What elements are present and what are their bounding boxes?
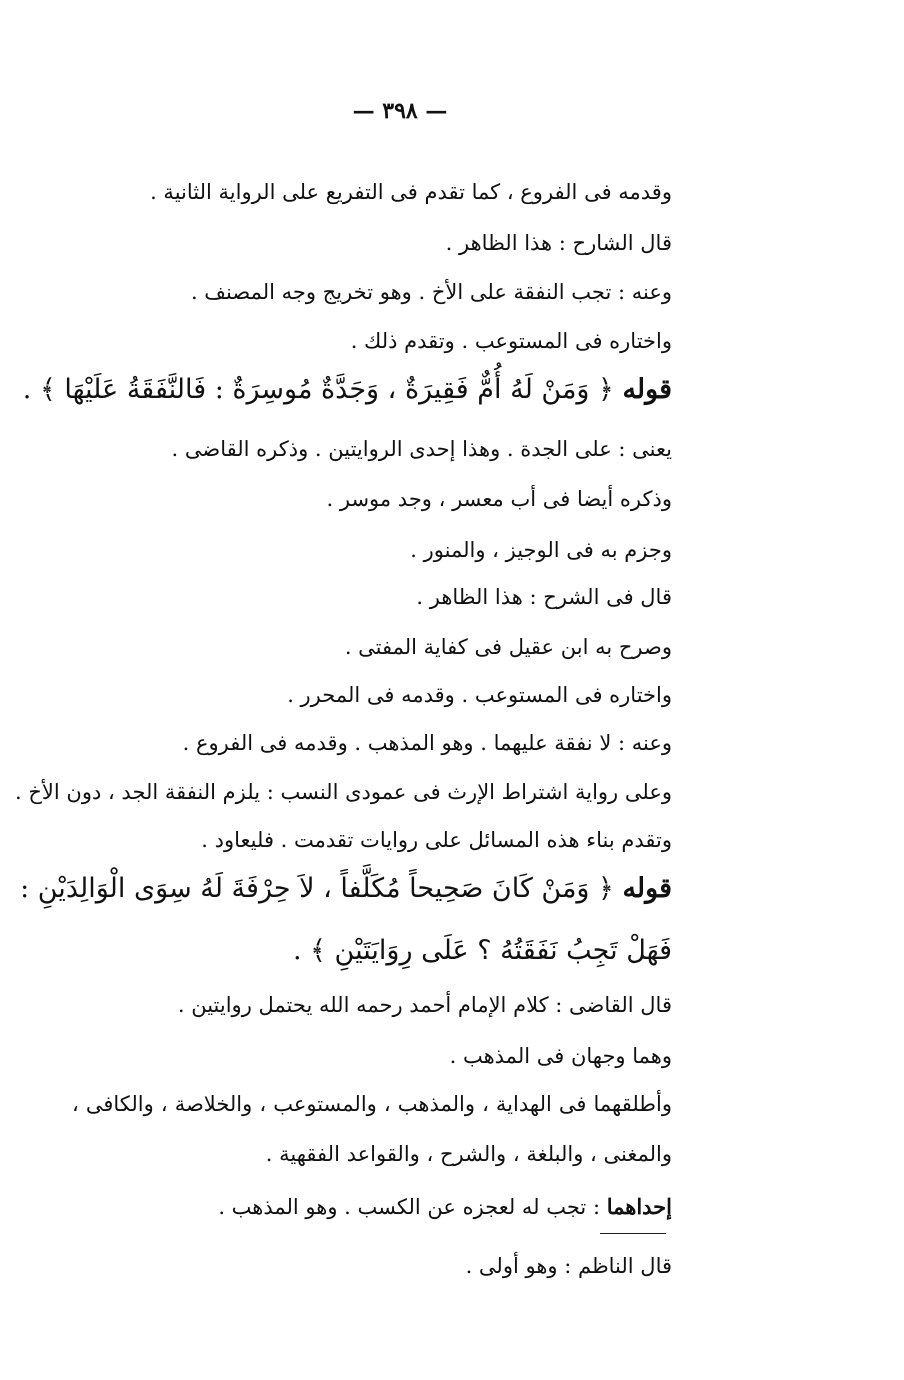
text-line: واختاره فى المستوعب . وقدمه فى المحرر .: [287, 683, 672, 707]
text-line: قال الناظم : وهو أولى .: [465, 1254, 672, 1278]
term-text: : تجب له لعجزه عن الكسب . وهو المذهب .: [218, 1195, 607, 1219]
text-line: وصرح به ابن عقيل فى كفاية المفتى .: [344, 635, 672, 659]
text-line: قال القاضى : كلام الإمام أحمد رحمه الله يحتمل روايتين .: [177, 993, 672, 1017]
term-label: إحداهما: [606, 1194, 672, 1219]
quote-lead: قوله: [622, 374, 672, 405]
text-line: واختاره فى المستوعب . وتقدم ذلك .: [350, 329, 672, 353]
text-line: والمغنى ، والبلغة ، والشرح ، والقواعد الفقهية .: [265, 1142, 672, 1166]
quote-heading: [20, 870, 672, 908]
text-line: وعنه : تجب النفقة على الأخ . وهو تخريج وجه المصنف .: [190, 280, 672, 304]
quote-continuation: فَهَلْ تَجِبُ نَفَقَتُهُ ؟ عَلَى رِوَايَتَيْنِ ﴾ .: [292, 935, 672, 966]
text-line: وعلى رواية اشتراط الإرث فى عمودى النسب : يلزم النفقة الجد ، دون الأخ .: [15, 780, 672, 804]
text-line: وأطلقهما فى الهداية ، والمذهب ، والمستوعب ، والخلاصة ، والكافى ،: [72, 1092, 672, 1116]
text-line: [218, 1192, 672, 1222]
quote-lead: قوله: [622, 873, 672, 904]
quote-text: ﴿ وَمَنْ لَهُ أُمٌّ فَقِيرَةٌ ، وَجَدَّةٌ مُوسِرَةٌ : فَالنَّفَقَةُ عَلَيْهَا ﴾ .: [22, 374, 623, 405]
text-line: وعنه : لا نفقة عليهما . وهو المذهب . وقدمه فى الفروع .: [182, 731, 672, 755]
text-line: قال الشارح : هذا الظاهر .: [445, 231, 672, 255]
divider: [600, 1233, 666, 1234]
text-line: يعنى : على الجدة . وهذا إحدى الروايتين . وذكره القاضى .: [171, 437, 672, 461]
text-line: وقدمه فى الفروع ، كما تقدم فى التفريع على الرواية الثانية .: [150, 180, 672, 204]
text-line: وذكره أيضا فى أب معسر ، وجد موسر .: [326, 487, 672, 511]
text-line: قال فى الشرح : هذا الظاهر .: [416, 585, 672, 609]
quote-heading: [23, 371, 672, 409]
text-line: وهما وجهان فى المذهب .: [449, 1044, 672, 1068]
page-number: — ٣٩٨ —: [352, 98, 448, 124]
quote-text: ﴿ وَمَنْ كَانَ صَحِيحاً مُكَلَّفاً ، لاَ حِرْفَةَ لَهُ سِوَى الْوَالِدَيْنِ :: [20, 873, 623, 904]
text-line: وتقدم بناء هذه المسائل على روايات تقدمت . فليعاود .: [201, 828, 672, 852]
text-line: وجزم به فى الوجيز ، والمنور .: [410, 538, 672, 562]
